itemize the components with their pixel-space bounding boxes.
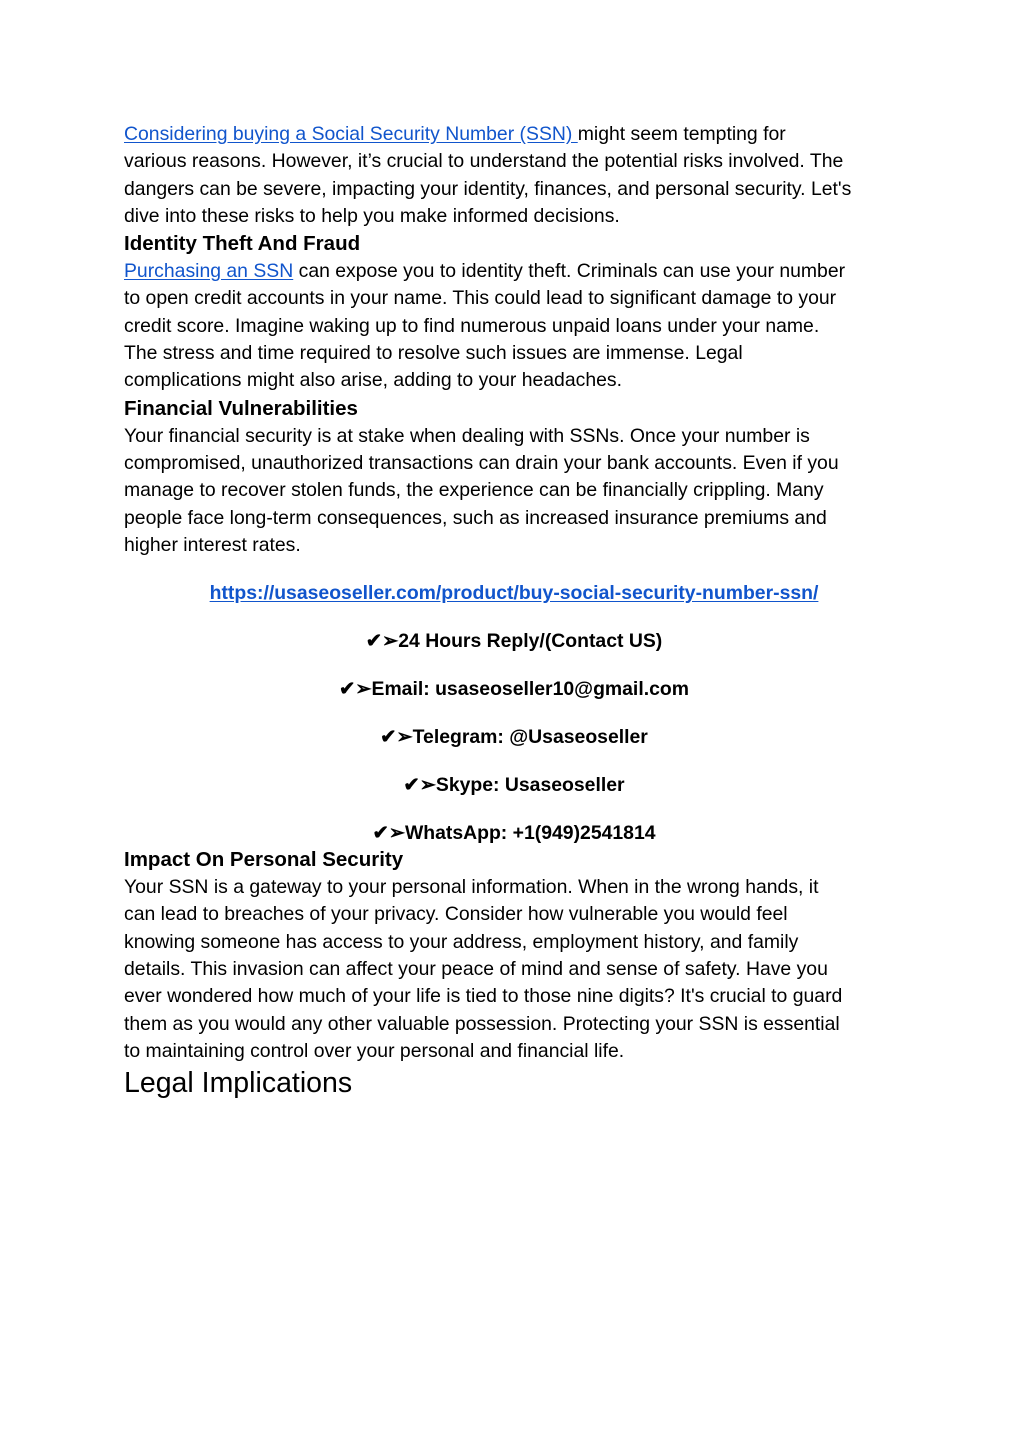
financial-vulnerabilities-paragraph: Your financial security is at stake when dealing with SSNs. Once your number is compromised, unauthorized transactions can drain your bank accounts. Even if you manage to recover stolen funds, the experience can be financially crippling. Many people face long-term consequences, such as increased insurance premiums and higher interest rates. bbox=[124, 424, 839, 556]
contact-line-email: ✔➢Email: usaseoseller10@gmail.com bbox=[339, 678, 689, 701]
identity-theft-text: can expose you to identity theft. Criminals can use your number to open credit accounts in your name. This could lead to significant damage to your credit score. Imagine waking up to find numerous unpaid loans under your name. The stress and time required to resolve such issues are immense. Legal complications might also arise, adding to your headaches. bbox=[124, 260, 846, 392]
personal-security-paragraph: Your SSN is a gateway to your personal information. When in the wrong hands, it can lead to breaches of your privacy. Consider how vulnerable you would feel knowing someone has access to your address, employment history, and family details. This invasion can affect your peace of mind and sense of safety. Have you ever wondered how much of your life is tied to those nine digits? It's crucial to guard them as you would any other valuable possession. Protecting your SSN is essential to maintaining control over your personal and financial life. bbox=[124, 876, 843, 1062]
personal-security-heading: Impact On Personal Security bbox=[124, 848, 404, 872]
contact-line-telegram: ✔➢Telegram: @Usaseoseller bbox=[380, 726, 648, 749]
promo-url-line bbox=[124, 580, 904, 606]
financial-vulnerabilities-heading: Financial Vulnerabilities bbox=[124, 396, 358, 420]
contact-line-whatsapp: ✔➢WhatsApp: +1(949)2541814 bbox=[372, 822, 656, 845]
purchasing-ssn-link[interactable]: Purchasing an SSN bbox=[124, 260, 294, 283]
intro-link[interactable]: Considering buying a Social Security Number (SSN) bbox=[124, 123, 578, 145]
intro-paragraph bbox=[124, 121, 904, 230]
identity-theft-paragraph bbox=[124, 258, 904, 394]
contact-line-skype: ✔➢Skype: Usaseoseller bbox=[403, 774, 625, 797]
promo-url-link[interactable]: https://usaseoseller.com/product/buy-social-security-number-ssn/ bbox=[209, 582, 819, 605]
identity-theft-heading: Identity Theft And Fraud bbox=[124, 232, 361, 256]
intro-text: might seem tempting for various reasons. However, it’s crucial to understand the potential risks involved. The dangers can be severe, impacting your identity, finances, and personal security. Let's dive into these risks to help you make informed decisions. bbox=[124, 123, 852, 227]
contact-line-reply: ✔➢24 Hours Reply/(Contact US) bbox=[365, 630, 663, 653]
legal-implications-heading: Legal Implications bbox=[124, 1067, 353, 1100]
document-page bbox=[124, 121, 904, 1101]
